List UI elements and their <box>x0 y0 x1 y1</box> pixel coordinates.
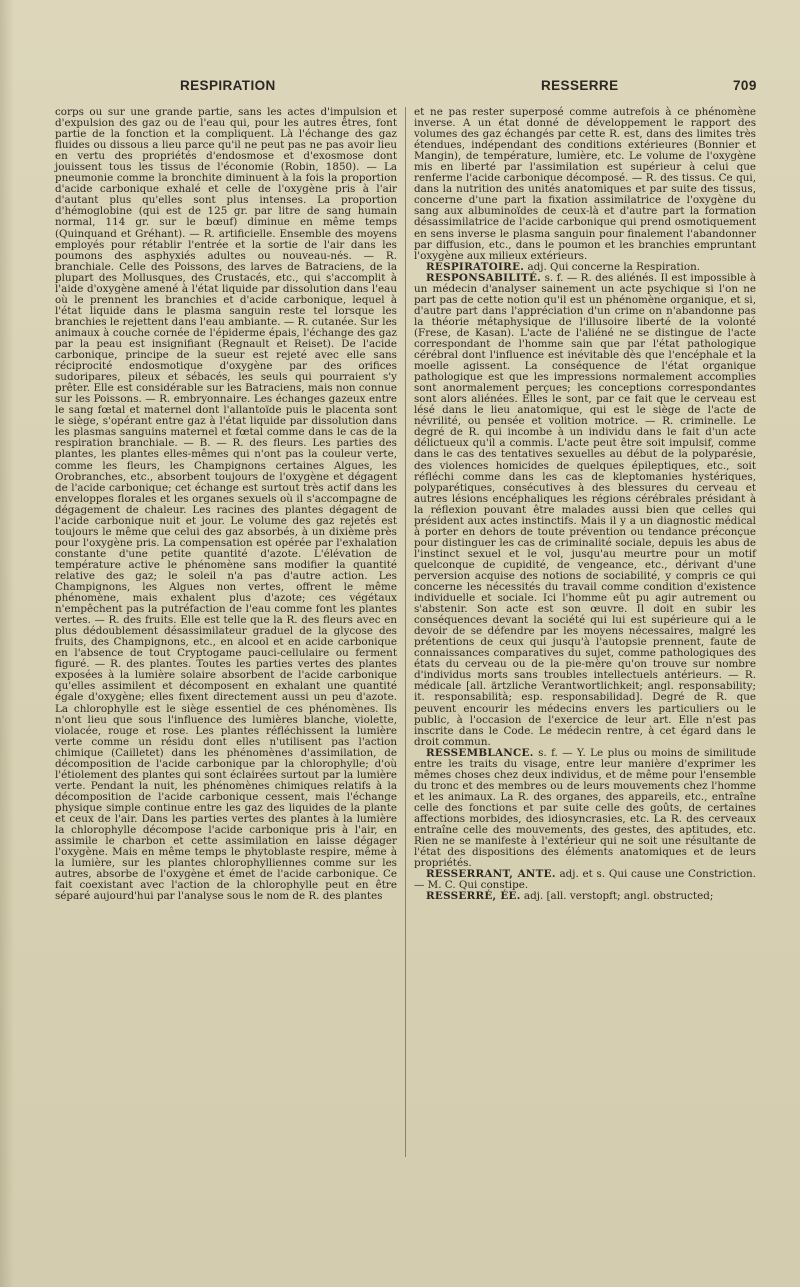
page-fold-shadow <box>0 0 14 1287</box>
entry-body: adj. [all. verstopft; angl. obstructed; <box>523 890 714 903</box>
dictionary-entry <box>414 748 756 870</box>
dictionary-entry <box>414 273 756 748</box>
running-head <box>0 78 800 98</box>
right-column-intro: et ne pas rester superposé comme autrefois à ce phénomène inverse. A un état donné de développement le rapport des volumes des gaz échangés par cette R. est, dans des limites très étendues, indépendant des conditions extérieures (Bonnier et Mangin), de température, lumière, etc. Le volume de l'oxygène mis en liberté par l'assimilation est supérieur à celui que renferme l'acide carbonique décomposé. — R. des tissus. Ce qui, dans la nutrition des unités anatomiques et par suite des tissus, concerne d'une part la fixation assimilatrice de l'oxygène du sang aux albuminoïdes de ceux-là et d'autre part la formation désassimilatrice de l'acide carbonique qui prend osmotiquement en sens inverse le plasma sanguin pour finalement l'abandonner par diffusion, etc., dans le poumon et les branchies empruntant l'oxygène aux milieux extérieurs. <box>414 106 756 262</box>
dictionary-entry <box>414 869 756 891</box>
column-divider <box>405 107 406 1157</box>
page-number: 709 <box>733 78 757 93</box>
header-left-term: RESPIRATION <box>180 78 276 93</box>
entry-body: s. f. — R. des aliénés. Il est impossible à un médecin d'analyser sainement un acte psychique si l'on ne part pas de cette notion qu'il est un phénomène organique, et si, d'autre part dans l'appréciation d'un crime on n'abandonne pas la théorie métaphysique de l'illusoire liberté de la volonté (Frese, de Kasan). L'acte de l'aliéné ne se distingue de l'acte correspondant de l'homme sain que par l'état pathologique cérébral dont l'influence est inévitable dès que l'encéphale et la moelle agissent. La conséquence de l'état organique pathologique est que les impressions normalement accomplies sont anormalement perçues; les conceptions correspondantes sont alors aliénées. Elles le sont, par ce fait que le cerveau est lésé dans le lieu anatomique, qui est le siège de l'acte de névrilité, ou pensée et volition motrice. — R. criminelle. Le degré de R. qui incombe à un individu dans le fait d'un acte délictueux qu'il a commis. L'acte peut être soit impulsif, comme dans le cas des tentatives sexuelles au début de la polyparésie, des violences homicides de quelques épileptiques, etc., soit réfléchi comme dans les cas de kleptomanies hystériques, polyparétiques, consécutives à des blessures du cerveau et autres lésions encéphaliques les régions cérébrales présidant à la réflexion pouvant être malades aussi bien que celles qui président aux actes instinctifs. Mais il y a un diagnostic médical à porter en dehors de toute prévention ou tendance préconçue pour distinguer les cas de criminalité sociale, depuis les abus de l'instinct sexuel et le vol, jusqu'au meurtre pour un motif quelconque de cupidité, de vengeance, etc., dérivant d'une perversion acquise des notions de sociabilité, y compris ce qui concerne les nécessités du travail comme condition d'existence individuelle et sociale. Ici l'homme eût pu agir autrement ou s'abstenir. Son acte est son œuvre. Il doit en subir les conséquences devant la société qui lui est supérieure qui a le devoir de se défendre par les moyens nécessaires, malgré les prétentions de ceux qui jusqu'à l'autopsie prennent, faute de connaissances comparatives du sujet, comme pathologiques des états du cerveau ou de la pie-mère qu'on trouve sur nombre d'individus morts sans troubles intellectuels antérieurs. — R. médicale [all. ärtzliche Verantwortlichkeit; angl. responsability; it. responsabilità; esp. responsabilidad]. Degré de R. que peuvent encourir les médecins envers les particuliers ou le public, à l'occasion de l'exercice de leur art. Elle n'est pas inscrite dans le Code. Le médecin rentre, à cet égard dans le droit commun. <box>414 271 757 748</box>
entry-headword: RESSEMBLANCE. <box>426 746 534 759</box>
entry-body: adj. Qui concerne la Respiration. <box>527 260 701 273</box>
entry-body: s. f. — Y. Le plus ou moins de similitude entre les traits du visage, entre leur manière d'exprimer les mêmes choses chez deux individus, et de même pour l'ensemble du tronc et des membres ou de leurs mouvements chez l'homme et les animaux. La R. des organes, des appareils, etc., entraîne celle des fonctions et par suite celle des goûts, de certaines affections morbides, des idiosyncrasies, etc. La R. des cerveaux entraîne celle des mouvements, des gestes, des aptitudes, etc. Rien ne se manifeste à l'extérieur qui ne soit une résultante de l'état des dispositions des éléments anatomiques et de leurs propriétés. <box>414 746 756 870</box>
entry-headword: RESPIRATOIRE. <box>426 260 525 273</box>
left-column <box>55 107 397 902</box>
dictionary-entry <box>414 891 756 902</box>
entry-headword: RESPONSABILITÉ. <box>426 271 542 284</box>
header-right-term: RESSERRE <box>541 78 619 93</box>
right-column <box>414 107 756 902</box>
left-column-text: corps ou sur une grande partie, sans les actes d'impulsion et d'expulsion des gaz ou de l'eau qui, pour les autres êtres, font partie de la fonction et la compliquent. Là l'échange des gaz fluides ou dissous a lieu parce qu'il ne peut pas ne pas avoir lieu en vertu des propriétés d'endosmose et d'exosmose dont jouissent tous les tissus de l'économie (Robin, 1850). — La pneumonie comme la bronchite diminuent à la fois la proportion d'acide carbonique exhalé et celle de l'oxygène pris à l'air d'autant plus qu'elles sont plus intenses. La proportion d'hémoglobine (qui est de 125 gr. par litre de sang humain normal, 114 gr. sur le bœuf) diminue en même temps (Quinquand et Gréhant). — R. artificielle. Ensemble des moyens employés pour rétablir l'entrée et la sortie de l'air dans les poumons des asphyxiés adultes ou nouveau-nés. — R. branchiale. Celle des Poissons, des larves de Batraciens, de la plupart des Mollusques, des Crustacés, etc., qui s'accomplit à l'aide d'oxygène amené à l'état liquide par dissolution dans l'eau où le prennent les branchies et d'acide carbonique, lequel à l'état liquide dans le plasma sanguin reste tel lorsque les branchies le rejettent dans l'eau ambiante. — R. cutanée. Sur les animaux à couche cornée de l'épiderme épais, l'échange des gaz par la peau est insignifiant (Regnault et Reiset). De l'acide carbonique, principe de la sueur est rejeté avec elle sans réciprocité endosmotique d'oxygène par des orifices sudoripares, pileux et sébacés, les seuls qui pourraient s'y prêter. Elle est considérable sur les Batraciens, mais non connue sur les Poissons. — R. embryonnaire. Les échanges gazeux entre le sang fœtal et maternel dont l'allantoïde puis le placenta sont le siège, s'opérant entre gaz à l'état liquide par dissolution dans les plasmas sanguins maternel et fœtal comme dans le cas de la respiration branchiale. — B. — R. des fleurs. Les parties des plantes, les plantes elles-mêmes qui n'ont pas la couleur verte, comme les fleurs, les Champignons certaines Algues, les Orobranches, etc., absorbent toujours de l'oxygène et dégagent de l'acide carbonique; cet échange est surtout très actif dans les enveloppes florales et les organes sexuels où il s'accompagne de dégagement de chaleur. Les racines des plantes dégagent de l'acide carbonique nuit et jour. Le volume des gaz rejetés est toujours le même que celui des gaz absorbés, à un dixième près pour l'oxygène pris. La compensation est opérée par l'exhalation constante d'une petite quantité d'azote. L'élévation de température active le phénomène sans modifier la quantité relative des gaz; le soleil n'a pas d'autre action. Les Champignons, les Algues non vertes, offrent le même phénomène, mais exhalent plus d'azote; ces végétaux n'empêchent pas la putréfaction de l'eau comme font les plantes vertes. — R. des fruits. Elle est telle que la R. des fleurs avec en plus dédoublement désassimilateur graduel de la glycose des fruits, des Champignons, etc., en alcool et en acide carbonique en l'absence de tout Cryptogame pauci-cellulaire ou ferment figuré. — R. des plantes. Toutes les parties vertes des plantes exposées à la lumière solaire absorbent de l'acide carbonique qu'elles assimilent et décomposent en exhalant une quantité égale d'oxygène; elles fixent directement aussi un peu d'azote. La chlorophylle est le siège essentiel de ces phénomènes. Ils n'ont lieu que sous l'influence des lumières blanche, violette, violacée, rouge et rose. Les plantes réfléchissent la lumière verte comme un résidu dont elles n'utilisent pas l'action chimique (Cailletet) dans les phénomènes d'assimilation, de décomposition de l'acide carbonique par la chlorophylle; d'où l'étiolement des plantes qui sont éclairées surtout par la lumière verte. Pendant la nuit, les phénomènes chimiques relatifs à la décomposition de l'acide carbonique cessent, mais l'échange physique simple continue entre les gaz des liquides de la plante et ceux de l'air. Dans les parties vertes des plantes à la lumière la chlorophylle décompose l'acide carbonique pris à l'air, en assimile le charbon et cette assimilation en laisse dégager l'oxygène. Mais en même temps le phytoblaste respire, même à la lumière, sur les plantes chlorophylliennes comme sur les autres, absorbe de l'oxygène et émet de l'acide carbonique. Ce fait coexistant avec l'action de la chlorophylle peut en être séparé aujourd'hui par l'analyse sous le nom de R. des plantes <box>55 106 397 903</box>
entry-body: adj. et s. Qui cause une Constriction. — M. C. Qui constipe. <box>414 868 756 892</box>
entry-headword: RESSERRÉ, ÉE. <box>426 890 521 903</box>
entry-headword: RESSERRANT, ANTE. <box>426 868 556 881</box>
